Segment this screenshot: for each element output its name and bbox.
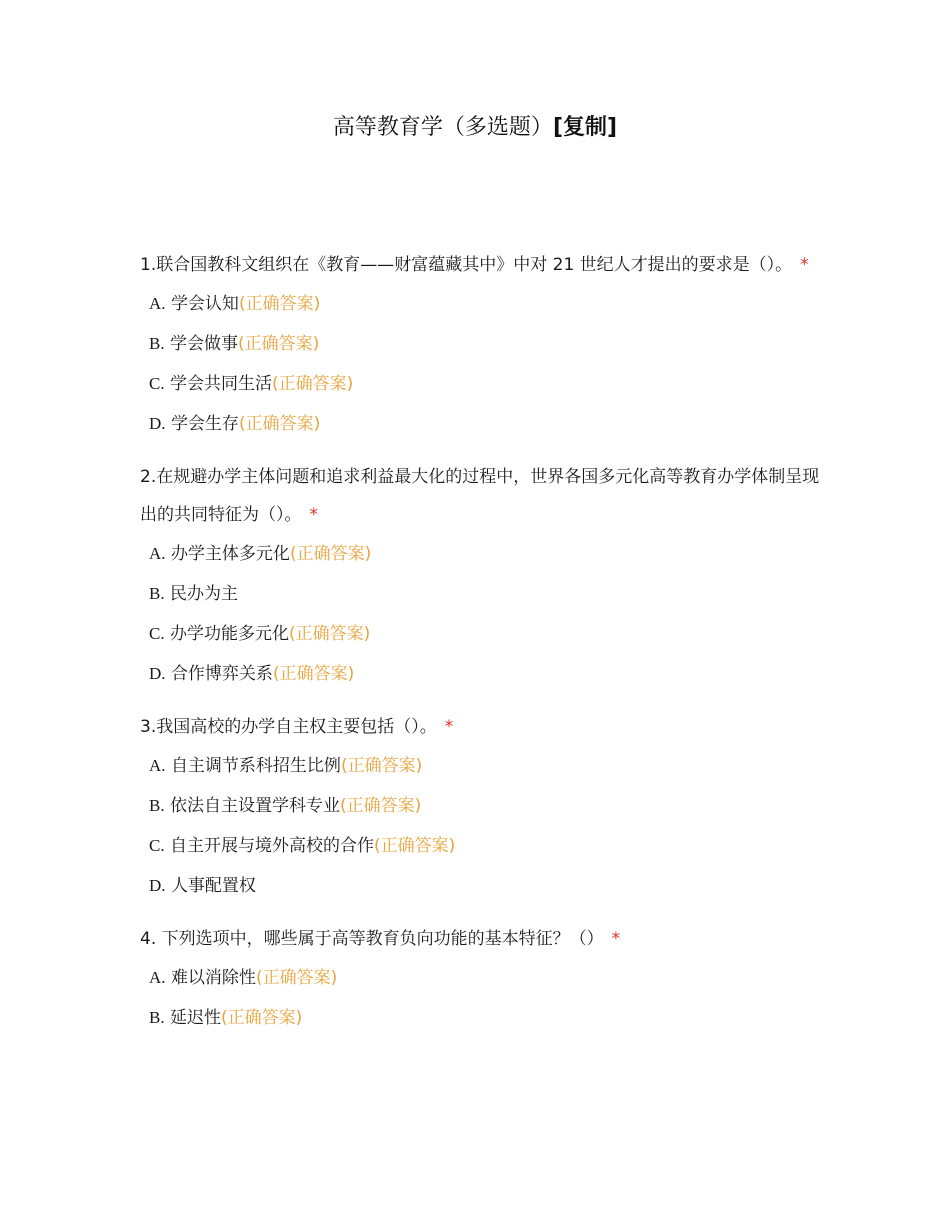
option-text: 延迟性 xyxy=(170,1008,221,1028)
option-text: 学会做事 xyxy=(170,334,238,354)
option-letter: D. xyxy=(149,664,166,683)
page-title xyxy=(0,110,950,141)
option-letter: D. xyxy=(149,414,166,433)
option-letter: A. xyxy=(149,756,166,775)
answer-option xyxy=(140,534,820,574)
option-letter: A. xyxy=(149,294,166,313)
option-text: 自主调节系科招生比例 xyxy=(170,756,341,776)
page-title-text: 高等教育学（多选题） xyxy=(332,115,553,140)
answer-option xyxy=(140,654,820,694)
option-letter: B. xyxy=(149,584,165,603)
question-stem: 3.我国高校的办学自主权主要包括（）。 xyxy=(140,717,437,737)
option-text: 依法自主设置学科专业 xyxy=(170,796,340,816)
option-letter: A. xyxy=(149,544,166,563)
answer-option xyxy=(140,866,820,906)
correct-answer-label: (正确答案) xyxy=(238,334,320,354)
question-block xyxy=(140,246,820,444)
question-stem: 4. 下列选项中，哪些属于高等教育负向功能的基本特征？（） xyxy=(140,929,604,949)
correct-answer-label: (正确答案) xyxy=(272,374,354,394)
answer-option xyxy=(140,614,820,654)
question-block xyxy=(140,708,820,906)
required-marker: * xyxy=(611,929,621,949)
option-letter: D. xyxy=(149,876,166,895)
option-letter: B. xyxy=(149,1008,165,1027)
correct-answer-label: (正确答案) xyxy=(238,414,321,434)
option-letter: A. xyxy=(149,968,166,987)
required-marker: * xyxy=(444,717,454,737)
answer-option xyxy=(140,998,820,1038)
option-letter: C. xyxy=(149,836,165,855)
question-text xyxy=(140,246,820,284)
option-letter: B. xyxy=(149,334,165,353)
answer-option xyxy=(140,364,820,404)
correct-answer-label: (正确答案) xyxy=(238,294,321,314)
correct-answer-label: (正确答案) xyxy=(255,968,338,988)
option-letter: C. xyxy=(149,374,165,393)
correct-answer-label: (正确答案) xyxy=(289,544,372,564)
copy-tag: [复制] xyxy=(552,115,618,140)
option-letter: C. xyxy=(149,624,165,643)
option-text: 学会共同生活 xyxy=(170,374,272,394)
option-text: 难以消除性 xyxy=(170,968,256,988)
option-text: 人事配置权 xyxy=(170,876,256,896)
correct-answer-label: (正确答案) xyxy=(340,796,422,816)
option-text: 合作博弈关系 xyxy=(170,664,273,684)
required-marker: * xyxy=(800,255,809,275)
option-text: 民办为主 xyxy=(170,584,238,604)
correct-answer-label: (正确答案) xyxy=(374,836,456,856)
answer-option xyxy=(140,404,820,444)
option-text: 自主开展与境外高校的合作 xyxy=(170,836,374,856)
answer-option xyxy=(140,324,820,364)
question-text xyxy=(140,708,820,746)
question-list xyxy=(140,246,820,1052)
option-text: 办学功能多元化 xyxy=(170,624,289,644)
correct-answer-label: (正确答案) xyxy=(221,1008,303,1028)
option-text: 学会认知 xyxy=(170,294,239,314)
question-text xyxy=(140,920,820,958)
question-block xyxy=(140,458,820,694)
correct-answer-label: (正确答案) xyxy=(340,756,423,776)
question-block xyxy=(140,920,820,1038)
option-text: 学会生存 xyxy=(170,414,239,434)
option-text: 办学主体多元化 xyxy=(170,544,290,564)
question-stem: 2.在规避办学主体问题和追求利益最大化的过程中，世界各国多元化高等教育办学体制呈现出的共同特征为（）。 xyxy=(140,467,820,525)
required-marker: * xyxy=(309,505,318,525)
answer-option xyxy=(140,786,820,826)
answer-option xyxy=(140,284,820,324)
answer-option xyxy=(140,958,820,998)
option-letter: B. xyxy=(149,796,165,815)
question-text xyxy=(140,458,820,534)
answer-option xyxy=(140,746,820,786)
question-stem: 1.联合国教科文组织在《教育——财富蕴藏其中》中对 21 世纪人才提出的要求是（）。 xyxy=(140,255,793,275)
correct-answer-label: (正确答案) xyxy=(272,664,355,684)
correct-answer-label: (正确答案) xyxy=(289,624,371,644)
answer-option xyxy=(140,826,820,866)
answer-option xyxy=(140,574,820,614)
